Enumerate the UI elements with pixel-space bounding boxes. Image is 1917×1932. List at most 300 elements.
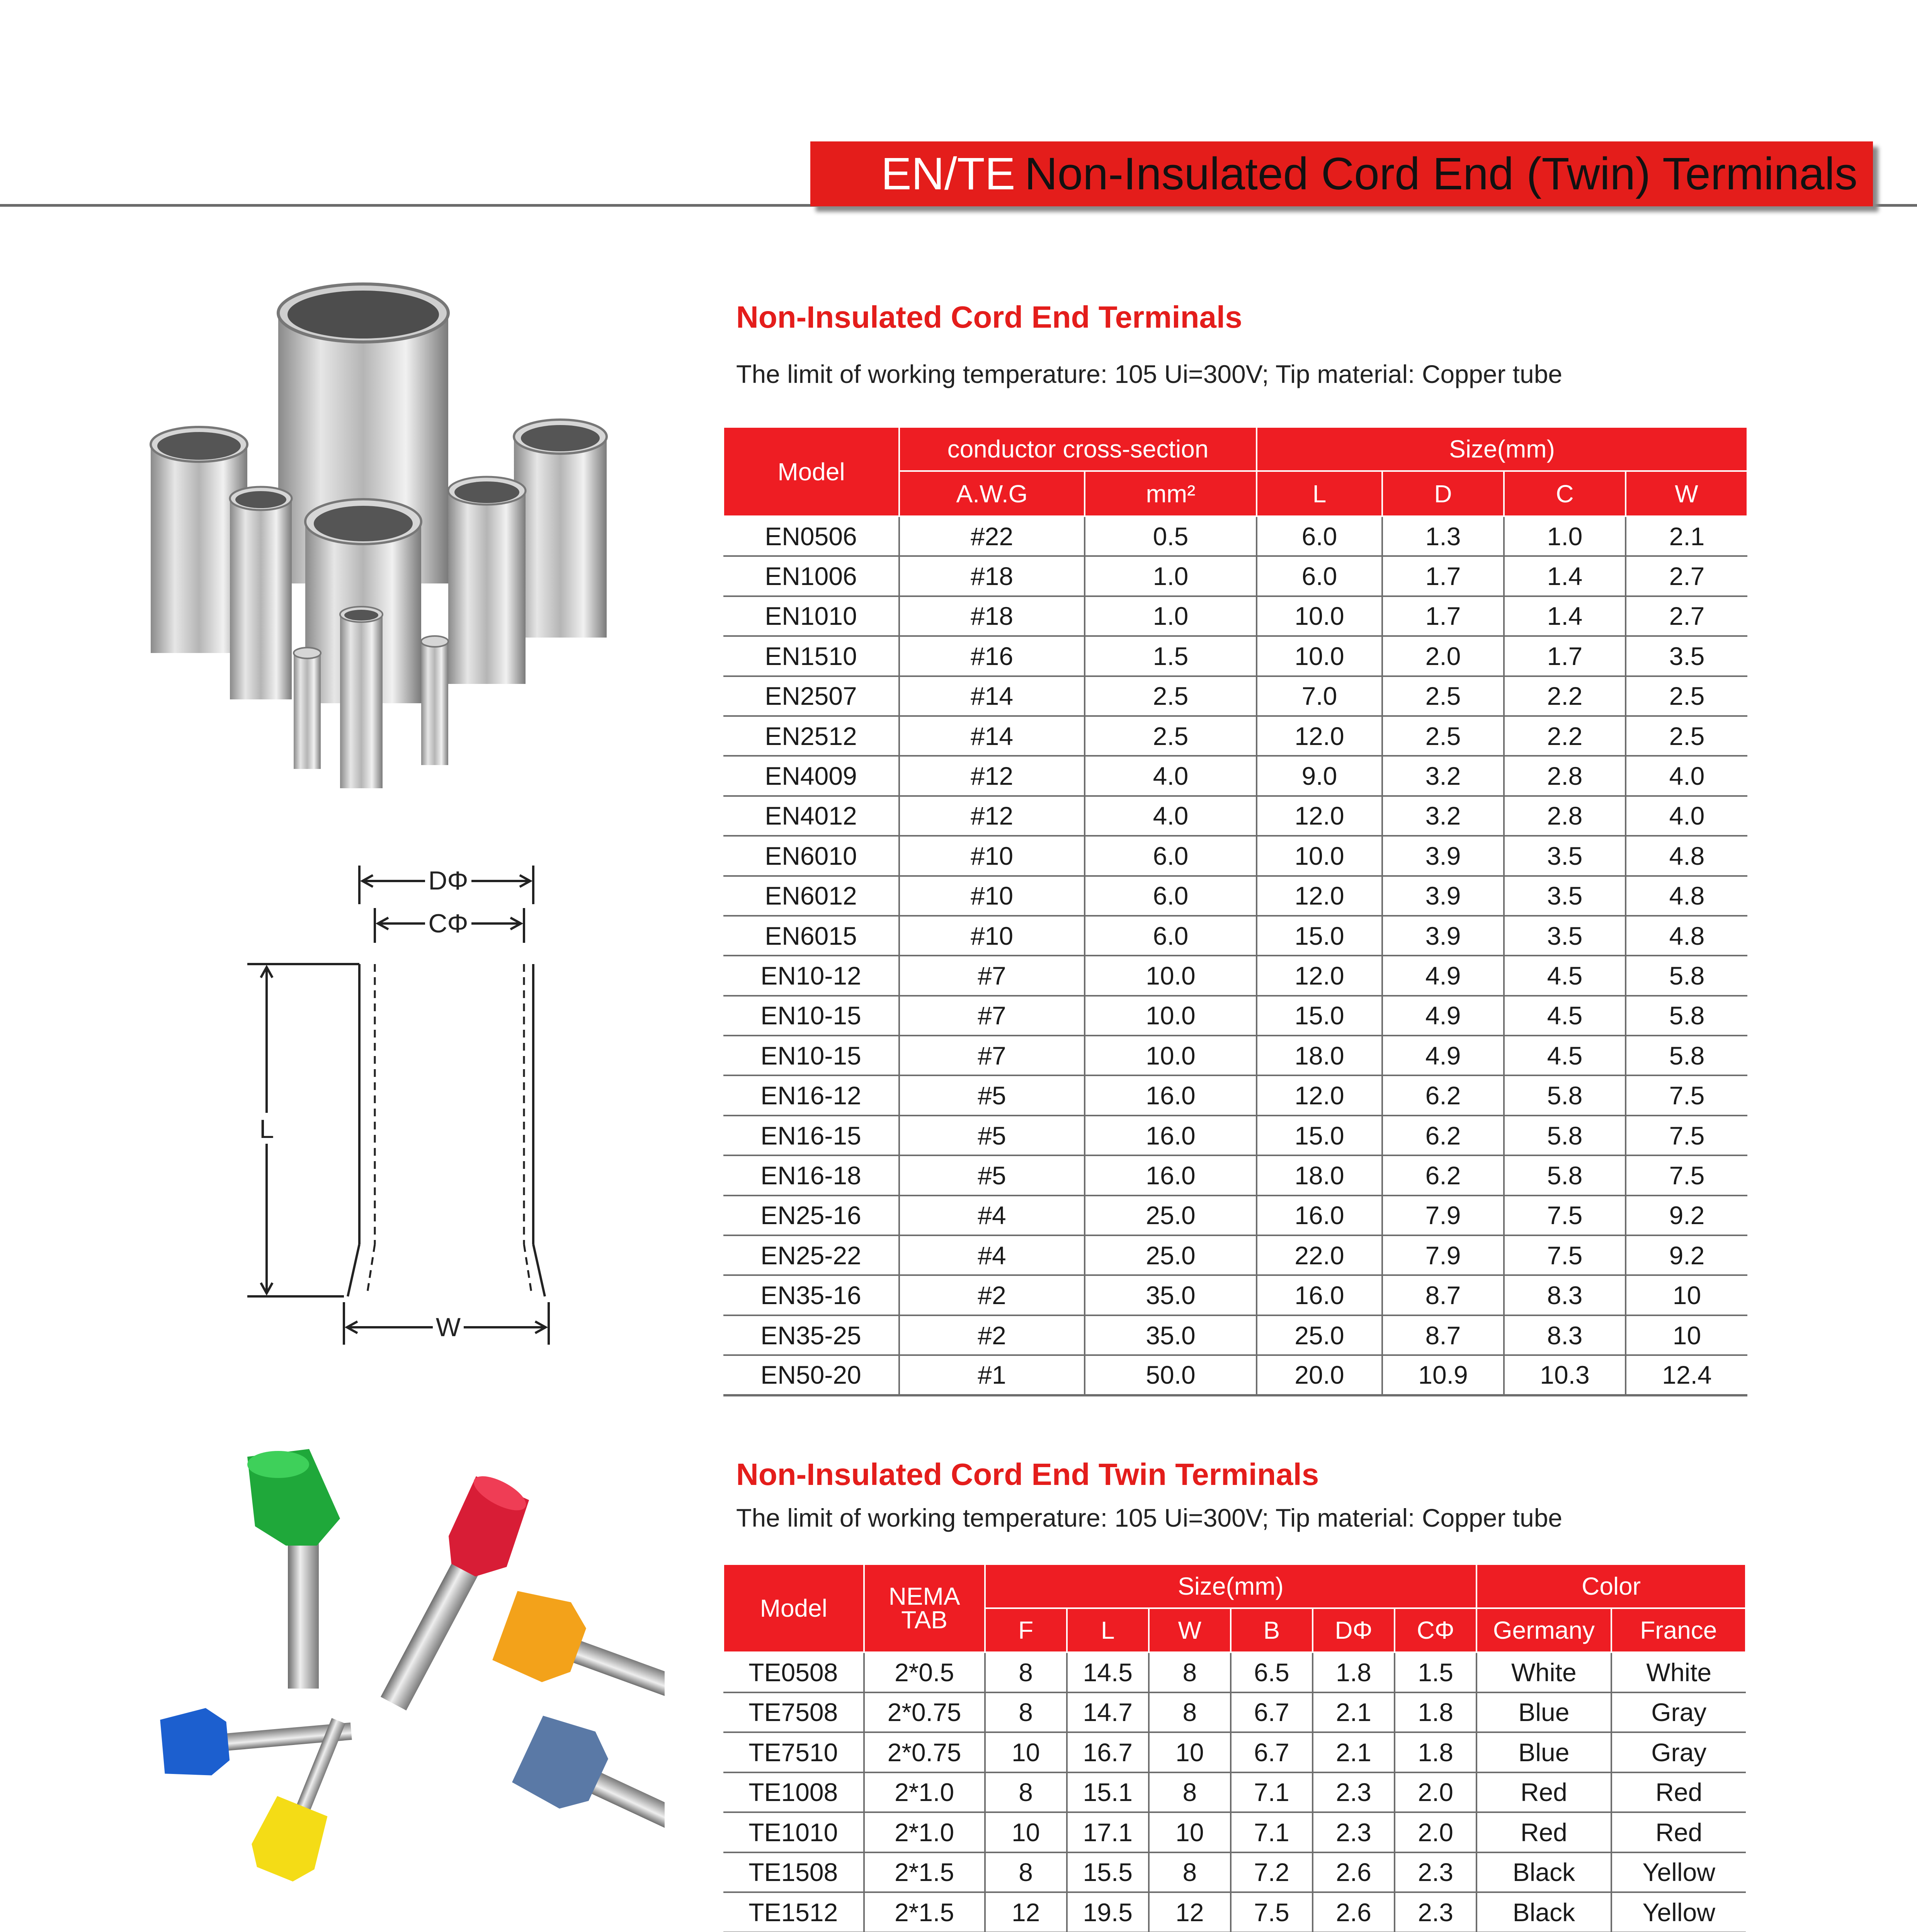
table-cell: 6.2 [1382, 1116, 1504, 1155]
table-cell: Black [1476, 1852, 1611, 1893]
table-cell: 12.0 [1257, 1075, 1382, 1115]
table-cell: 7.5 [1626, 1155, 1747, 1195]
te-section-title: Non-Insulated Cord End Twin Terminals [736, 1457, 1319, 1492]
table-cell: #7 [899, 956, 1085, 995]
table-cell: 1.4 [1504, 556, 1626, 596]
te-spec-table [723, 1563, 1747, 1932]
table-cell: 6.0 [1257, 516, 1382, 556]
table-cell: 10 [1149, 1732, 1231, 1772]
table-cell: EN6012 [723, 876, 899, 916]
table-cell: 4.8 [1626, 916, 1747, 956]
page-title: Non-Insulated Cord End (Twin) Terminals [1024, 148, 1857, 199]
table-cell: 1.3 [1382, 516, 1504, 556]
en-table-row [723, 796, 1747, 836]
te-section-note: The limit of working temperature: 105 Ui=300V; Tip material: Copper tube [736, 1503, 1563, 1532]
en-table-row [723, 1036, 1747, 1075]
table-cell: 10.3 [1504, 1355, 1626, 1395]
table-cell: 6.7 [1231, 1692, 1313, 1733]
te-header-w: W [1149, 1608, 1231, 1652]
table-cell: 3.9 [1382, 916, 1504, 956]
table-cell: 16.0 [1257, 1196, 1382, 1235]
table-cell: White [1611, 1652, 1746, 1692]
table-cell: 3.5 [1504, 916, 1626, 956]
table-cell: 17.1 [1067, 1812, 1149, 1852]
table-cell: 2.7 [1626, 596, 1747, 636]
table-cell: 2.3 [1313, 1812, 1395, 1852]
en-table-row [723, 1275, 1747, 1315]
table-cell: 15.1 [1067, 1772, 1149, 1813]
table-cell: 12 [1149, 1892, 1231, 1932]
table-cell: TE7508 [723, 1692, 864, 1733]
table-cell: 16.0 [1085, 1155, 1257, 1195]
table-cell: #12 [899, 796, 1085, 836]
table-cell: 50.0 [1085, 1355, 1257, 1395]
table-cell: 2.5 [1085, 676, 1257, 716]
table-cell: 8.3 [1504, 1315, 1626, 1355]
te-header-france: France [1611, 1608, 1746, 1652]
en-table-row [723, 1235, 1747, 1275]
table-cell: 35.0 [1085, 1315, 1257, 1355]
table-cell: 3.5 [1626, 636, 1747, 676]
en-header-model: Model [723, 427, 899, 516]
table-cell: 5.8 [1626, 956, 1747, 995]
table-cell: 9.2 [1626, 1196, 1747, 1235]
table-cell: EN1510 [723, 636, 899, 676]
table-cell: #2 [899, 1275, 1085, 1315]
te-header-nema [864, 1564, 985, 1652]
te-header-model: Model [723, 1564, 864, 1652]
en-header-l: L [1257, 471, 1382, 516]
page-title-prefix: EN/TE [881, 148, 1015, 199]
table-cell: 5.8 [1504, 1155, 1626, 1195]
table-cell: 2.5 [1626, 716, 1747, 756]
table-cell: 2*1.5 [864, 1852, 985, 1893]
table-cell: #5 [899, 1155, 1085, 1195]
table-cell: Yellow [1611, 1852, 1746, 1893]
table-cell: 10 [1626, 1275, 1747, 1315]
table-cell: 4.5 [1504, 956, 1626, 995]
table-cell: 2.7 [1626, 556, 1747, 596]
table-cell: 2.2 [1504, 716, 1626, 756]
table-cell: EN35-25 [723, 1315, 899, 1355]
table-cell: 6.0 [1257, 556, 1382, 596]
table-cell: 10.0 [1257, 636, 1382, 676]
table-cell: 4.8 [1626, 836, 1747, 876]
table-cell: 2.8 [1504, 756, 1626, 796]
red-ferrule [364, 1469, 541, 1721]
table-cell: 6.2 [1382, 1155, 1504, 1195]
table-cell: #14 [899, 676, 1085, 716]
te-header-l: L [1067, 1608, 1149, 1652]
table-cell: 3.9 [1382, 876, 1504, 916]
table-cell: 8 [985, 1692, 1067, 1733]
table-cell: #18 [899, 556, 1085, 596]
table-cell: 2*1.0 [864, 1812, 985, 1852]
table-cell: EN25-22 [723, 1235, 899, 1275]
table-cell: 2.2 [1504, 676, 1626, 716]
table-cell: 8 [985, 1772, 1067, 1813]
table-cell: 7.5 [1504, 1196, 1626, 1235]
table-cell: TE1008 [723, 1772, 864, 1813]
table-cell: 2.0 [1395, 1772, 1476, 1813]
table-cell: TE7510 [723, 1732, 864, 1772]
table-cell: Black [1476, 1892, 1611, 1932]
table-cell: 2*1.0 [864, 1772, 985, 1813]
en-header-d: D [1382, 471, 1504, 516]
table-cell: 12.0 [1257, 716, 1382, 756]
table-cell: 14.7 [1067, 1692, 1149, 1733]
table-cell: 7.0 [1257, 676, 1382, 716]
table-cell: 6.0 [1085, 916, 1257, 956]
table-cell: 3.9 [1382, 836, 1504, 876]
table-cell: 2.0 [1395, 1812, 1476, 1852]
table-cell: 7.5 [1626, 1116, 1747, 1155]
table-cell: EN10-12 [723, 956, 899, 995]
table-cell: #1 [899, 1355, 1085, 1395]
en-table-row [723, 1196, 1747, 1235]
table-cell: 8.7 [1382, 1275, 1504, 1315]
table-cell: 10.0 [1257, 836, 1382, 876]
table-cell: 2.1 [1313, 1732, 1395, 1772]
table-cell: 15.0 [1257, 996, 1382, 1036]
ferrule-right-medium [448, 477, 526, 684]
en-table-row [723, 956, 1747, 995]
table-cell: 16.0 [1085, 1116, 1257, 1155]
table-cell: 25.0 [1085, 1235, 1257, 1275]
en-section-title: Non-Insulated Cord End Terminals [736, 300, 1242, 334]
en-table-row [723, 596, 1747, 636]
table-cell: 2.3 [1395, 1892, 1476, 1932]
table-cell: 25.0 [1085, 1196, 1257, 1235]
table-cell: 10 [1626, 1315, 1747, 1355]
te-header-b: B [1231, 1608, 1313, 1652]
table-cell: 5.8 [1626, 996, 1747, 1036]
table-cell: 10.0 [1257, 596, 1382, 636]
table-cell: 7.5 [1504, 1235, 1626, 1275]
table-cell: Gray [1611, 1732, 1746, 1772]
table-cell: #10 [899, 916, 1085, 956]
table-cell: 4.9 [1382, 1036, 1504, 1075]
te-header-nema-line2: TAB [901, 1606, 947, 1634]
table-cell: #7 [899, 1036, 1085, 1075]
table-cell: 7.2 [1231, 1852, 1313, 1893]
table-cell: EN25-16 [723, 1196, 899, 1235]
table-cell: 2.5 [1382, 676, 1504, 716]
table-cell: 1.7 [1382, 596, 1504, 636]
table-cell: 8 [1149, 1652, 1231, 1692]
table-cell: #16 [899, 636, 1085, 676]
table-cell: #12 [899, 756, 1085, 796]
table-cell: 15.0 [1257, 916, 1382, 956]
table-cell: #7 [899, 996, 1085, 1036]
table-cell: 8 [985, 1852, 1067, 1893]
table-cell: White [1476, 1652, 1611, 1692]
ferrule-right-large [514, 420, 607, 638]
table-cell: 4.0 [1085, 796, 1257, 836]
table-cell: EN4012 [723, 796, 899, 836]
table-cell: 18.0 [1257, 1036, 1382, 1075]
table-cell: 1.4 [1504, 596, 1626, 636]
table-cell: TE0508 [723, 1652, 864, 1692]
te-header-size: Size(mm) [985, 1564, 1477, 1608]
table-cell: 2.5 [1085, 716, 1257, 756]
table-cell: #18 [899, 596, 1085, 636]
table-cell: 16.0 [1085, 1075, 1257, 1115]
table-cell: 18.0 [1257, 1155, 1382, 1195]
table-cell: 7.1 [1231, 1812, 1313, 1852]
table-cell: 0.5 [1085, 516, 1257, 556]
table-cell: EN10-15 [723, 996, 899, 1036]
orange-ferrule [491, 1584, 665, 1731]
table-cell: 2*0.75 [864, 1732, 985, 1772]
en-dim-c-label: CΦ [428, 909, 468, 938]
table-cell: EN0506 [723, 516, 899, 556]
en-table-row [723, 916, 1747, 956]
table-cell: 12.0 [1257, 956, 1382, 995]
table-cell: Red [1611, 1772, 1746, 1813]
en-header-awg: A.W.G [899, 471, 1085, 516]
en-table-row [723, 1116, 1747, 1155]
table-cell: #5 [899, 1075, 1085, 1115]
te-table-row [723, 1772, 1746, 1813]
table-cell: TE1512 [723, 1892, 864, 1932]
en-table-row [723, 556, 1747, 596]
en-spec-table [723, 426, 1748, 1396]
en-section-note: The limit of working temperature: 105 Ui=300V; Tip material: Copper tube [736, 360, 1563, 388]
table-cell: 3.2 [1382, 756, 1504, 796]
table-cell: 2.0 [1382, 636, 1504, 676]
table-cell: 16.7 [1067, 1732, 1149, 1772]
en-dimension-diagram [216, 858, 603, 1368]
table-cell: #10 [899, 836, 1085, 876]
table-cell: #14 [899, 716, 1085, 756]
table-cell: 8 [1149, 1692, 1231, 1733]
slate-ferrule [510, 1709, 665, 1869]
table-cell: 1.5 [1085, 636, 1257, 676]
table-cell: 1.5 [1395, 1652, 1476, 1692]
en-dim-l-label: L [259, 1114, 274, 1144]
table-cell: Blue [1476, 1732, 1611, 1772]
table-cell: 4.9 [1382, 956, 1504, 995]
table-cell: 1.8 [1313, 1652, 1395, 1692]
table-cell: 1.0 [1085, 596, 1257, 636]
en-table-row [723, 516, 1747, 556]
table-cell: EN1006 [723, 556, 899, 596]
table-cell: 5.8 [1504, 1075, 1626, 1115]
page-title-banner [810, 141, 1873, 206]
table-cell: 2.3 [1395, 1852, 1476, 1893]
table-cell: 2*0.75 [864, 1692, 985, 1733]
table-cell: 2.3 [1313, 1772, 1395, 1813]
table-cell: Red [1476, 1812, 1611, 1852]
table-cell: #22 [899, 516, 1085, 556]
table-cell: Red [1611, 1812, 1746, 1852]
en-header-mm2: mm² [1085, 471, 1257, 516]
en-table-row [723, 636, 1747, 676]
table-cell: 3.2 [1382, 796, 1504, 836]
table-cell: 6.5 [1231, 1652, 1313, 1692]
te-ferrules-photo [139, 1441, 665, 1905]
table-cell: 16.0 [1257, 1275, 1382, 1315]
table-cell: 1.0 [1085, 556, 1257, 596]
en-table-row [723, 836, 1747, 876]
en-table-row [723, 996, 1747, 1036]
table-cell: 6.2 [1382, 1075, 1504, 1115]
en-header-size: Size(mm) [1257, 427, 1747, 471]
table-cell: 1.0 [1504, 516, 1626, 556]
table-cell: 2.6 [1313, 1852, 1395, 1893]
table-cell: 10.0 [1085, 956, 1257, 995]
te-header-f: F [985, 1608, 1067, 1652]
table-cell: 35.0 [1085, 1275, 1257, 1315]
table-cell: 2.6 [1313, 1892, 1395, 1932]
table-cell: 2.5 [1382, 716, 1504, 756]
te-header-color: Color [1476, 1564, 1746, 1608]
table-cell: 4.5 [1504, 996, 1626, 1036]
table-cell: EN6010 [723, 836, 899, 876]
te-table-row [723, 1652, 1746, 1692]
table-cell: EN35-16 [723, 1275, 899, 1315]
te-table-body [723, 1652, 1746, 1932]
table-cell: 8.7 [1382, 1315, 1504, 1355]
table-cell: 12.0 [1257, 876, 1382, 916]
table-cell: 10 [985, 1812, 1067, 1852]
table-cell: 25.0 [1257, 1315, 1382, 1355]
green-ferrule [247, 1449, 340, 1689]
en-dim-d-label: DΦ [428, 866, 468, 895]
en-table-row [723, 676, 1747, 716]
en-table-row [723, 756, 1747, 796]
table-cell: Yellow [1611, 1892, 1746, 1932]
table-cell: #2 [899, 1315, 1085, 1355]
ferrule-left-medium [230, 487, 292, 699]
table-cell: 15.5 [1067, 1852, 1149, 1893]
table-cell: #10 [899, 876, 1085, 916]
en-dim-w-label: W [435, 1313, 461, 1342]
table-cell: 1.8 [1395, 1692, 1476, 1733]
ferrule-small-center [340, 607, 383, 788]
table-cell: 9.2 [1626, 1235, 1747, 1275]
table-cell: 7.9 [1382, 1235, 1504, 1275]
te-table-row [723, 1852, 1746, 1893]
table-cell: 6.0 [1085, 836, 1257, 876]
table-cell: EN2507 [723, 676, 899, 716]
en-table-body [723, 516, 1747, 1395]
table-cell: 6.0 [1085, 876, 1257, 916]
table-cell: 4.5 [1504, 1036, 1626, 1075]
table-cell: 20.0 [1257, 1355, 1382, 1395]
table-cell: 1.7 [1382, 556, 1504, 596]
te-header-c: CΦ [1395, 1608, 1476, 1652]
table-cell: EN16-15 [723, 1116, 899, 1155]
table-cell: 4.0 [1085, 756, 1257, 796]
table-cell: EN10-15 [723, 1036, 899, 1075]
te-header-nema-line1: NEMA [888, 1582, 960, 1611]
table-cell: Red [1476, 1772, 1611, 1813]
table-cell: 7.5 [1231, 1892, 1313, 1932]
table-cell: 4.0 [1626, 796, 1747, 836]
te-header-d: DΦ [1313, 1608, 1395, 1652]
table-cell: 15.0 [1257, 1116, 1382, 1155]
table-cell: 6.7 [1231, 1732, 1313, 1772]
table-cell: EN2512 [723, 716, 899, 756]
table-cell: 10.0 [1085, 1036, 1257, 1075]
table-cell: EN4009 [723, 756, 899, 796]
table-cell: 19.5 [1067, 1892, 1149, 1932]
en-table-row [723, 1075, 1747, 1115]
table-cell: #4 [899, 1235, 1085, 1275]
table-cell: Gray [1611, 1692, 1746, 1733]
ferrule-small-right [421, 636, 448, 765]
table-cell: TE1508 [723, 1852, 864, 1893]
table-cell: 10.0 [1085, 996, 1257, 1036]
en-header-w: W [1626, 471, 1747, 516]
en-table-row [723, 1315, 1747, 1355]
te-table-row [723, 1812, 1746, 1852]
table-cell: 5.8 [1504, 1116, 1626, 1155]
table-cell: 5.8 [1626, 1036, 1747, 1075]
table-cell: 9.0 [1257, 756, 1382, 796]
en-ferrules-photo [147, 282, 680, 808]
table-cell: 1.7 [1504, 636, 1626, 676]
en-table-row [723, 716, 1747, 756]
table-cell: 22.0 [1257, 1235, 1382, 1275]
table-cell: 10 [1149, 1812, 1231, 1852]
table-cell: TE1010 [723, 1812, 864, 1852]
table-cell: #4 [899, 1196, 1085, 1235]
table-cell: 2*1.5 [864, 1892, 985, 1932]
table-cell: 12.4 [1626, 1355, 1747, 1395]
table-cell: 2.8 [1504, 796, 1626, 836]
table-cell: EN16-18 [723, 1155, 899, 1195]
table-cell: 2*0.5 [864, 1652, 985, 1692]
table-cell: 7.9 [1382, 1196, 1504, 1235]
en-table-row [723, 1155, 1747, 1195]
table-cell: 3.5 [1504, 836, 1626, 876]
table-cell: EN6015 [723, 916, 899, 956]
te-header-germany: Germany [1476, 1608, 1611, 1652]
table-cell: 4.0 [1626, 756, 1747, 796]
table-cell: EN16-12 [723, 1075, 899, 1115]
en-header-c: C [1504, 471, 1626, 516]
ferrule-small-left [294, 648, 321, 769]
table-cell: 8 [1149, 1852, 1231, 1893]
table-cell: EN50-20 [723, 1355, 899, 1395]
table-cell: 10 [985, 1732, 1067, 1772]
te-table-row [723, 1732, 1746, 1772]
table-cell: 12 [985, 1892, 1067, 1932]
table-cell: 8 [985, 1652, 1067, 1692]
table-cell: 7.5 [1626, 1075, 1747, 1115]
table-cell: 4.9 [1382, 996, 1504, 1036]
table-cell: 7.1 [1231, 1772, 1313, 1813]
table-cell: 1.8 [1395, 1732, 1476, 1772]
te-table-row [723, 1892, 1746, 1932]
table-cell: 14.5 [1067, 1652, 1149, 1692]
table-cell: 12.0 [1257, 796, 1382, 836]
table-cell: 2.5 [1626, 676, 1747, 716]
en-header-conductor: conductor cross-section [899, 427, 1257, 471]
table-cell: 2.1 [1626, 516, 1747, 556]
table-cell: 10.9 [1382, 1355, 1504, 1395]
en-table-row [723, 1355, 1747, 1395]
table-cell: 8.3 [1504, 1275, 1626, 1315]
table-cell: 4.8 [1626, 876, 1747, 916]
table-cell: 3.5 [1504, 876, 1626, 916]
table-cell: EN1010 [723, 596, 899, 636]
table-cell: #5 [899, 1116, 1085, 1155]
table-cell: Blue [1476, 1692, 1611, 1733]
